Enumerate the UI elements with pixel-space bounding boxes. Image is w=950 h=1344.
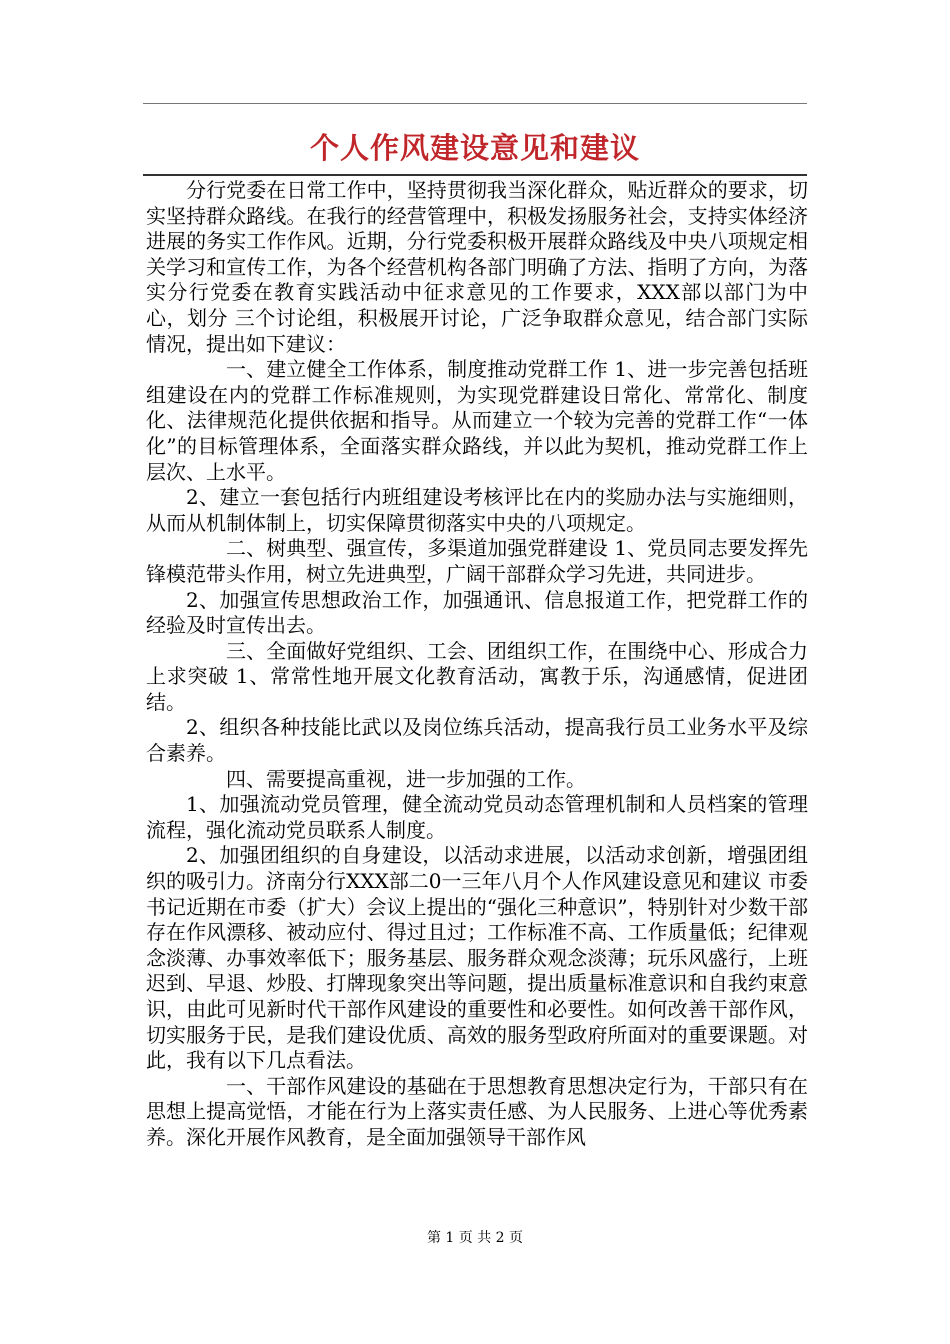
title-underline: [143, 174, 807, 176]
document-title: 个人作风建设意见和建议: [309, 131, 640, 165]
section-heading-paragraph: 三、全面做好党组织、工会、团组织工作，在围绕中心、形成合力上求突破 1、常常性地开展文化教育活动，寓教于乐，沟通感情，促进团结。: [146, 638, 808, 714]
paragraph: 2、加强宣传思想政治工作，加强通讯、信息报道工作，把党群工作的经验及时宣传出去。: [146, 587, 808, 638]
page-footer: 第 1 页 共 2 页: [426, 1230, 524, 1246]
paragraph: 1、加强流动党员管理，健全流动党员动态管理机制和人员档案的管理流程，强化流动党员联系人制度。: [146, 792, 808, 842]
paragraph: 分行党委在日常工作中，坚持贯彻我当深化群众，贴近群众的要求，切实坚持群众路线。在我行的经营管理中，积极发扬服务社会，支持实体经济进展的务实工作作风。近期，分行党委积极开展群众路线及中央八项规定相关学习和宣传工作，为各个经营机构各部门明确了方法、指明了方向，为落实分行党委在教育实践活动中征求意见的工作要求，XXX部以部门为中心，划分 三个讨论组，积极展开讨论，广泛争取群众意见，结合部门实际情况，提出如下建议：: [146, 178, 808, 356]
paragraph: 2、建立一套包括行内班组建设考核评比在内的奖励办法与实施细则，从而从机制体制上，切实保障贯彻落实中央的八项规定。: [146, 485, 808, 535]
section-heading-paragraph: 四、需要提高重视，进一步加强的工作。: [226, 766, 586, 791]
paragraph: 2、加强团组织的自身建设，以活动求进展，以活动求创新，增强团组织的吸引力。济南分行XXX部二0一三年八月个人作风建设意见和建议 市委书记近期在市委（扩大）会议上提出的“强化三种意识”，特别针对少数干部存在作风漂移、被动应付、得过且过；工作标准不高、工作质量低；纪律观念淡薄、办事效率低下；服务基层、服务群众观念淡薄；玩乐风盛行，上班迟到、早退、炒股、打牌现象突出等问题，提出质量标准意识和自我约束意识，由此可见新时代干部作风建设的重要性和必要性。如何改善干部作风，切实服务于民，是我们建设优质、高效的服务型政府所面对的重要课题。对此，我有以下几点看法。: [146, 843, 808, 1073]
paragraph: 2、组织各种技能比武以及岗位练兵活动，提高我行员工业务水平及综合素养。: [146, 715, 808, 766]
section-heading-paragraph: 一、干部作风建设的基础在于思想教育思想决定行为，干部只有在思想上提高觉悟，才能在行为上落实责任感、为人民服务、上进心等优秀素养。深化开展作风教育，是全面加强领导干部作风: [146, 1073, 808, 1149]
document-body: [146, 178, 808, 1151]
header-rule: [143, 103, 807, 104]
section-heading-paragraph: 二、树典型、强宣传，多渠道加强党群建设 1、党员同志要发挥先锋模范带头作用，树立先进典型，广阔干部群众学习先进，共同进步。: [146, 536, 808, 586]
section-heading-paragraph: 一、建立健全工作体系，制度推动党群工作 1、进一步完善包括班组建设在内的党群工作标准规则，为实现党群建设日常化、常常化、制度化、法律规范化提供依据和指导。从而建立一个较为完善的党群工作“一体化”的目标管理体系，全面落实群众路线，并以此为契机，推动党群工作上层次、上水平。: [146, 357, 808, 484]
